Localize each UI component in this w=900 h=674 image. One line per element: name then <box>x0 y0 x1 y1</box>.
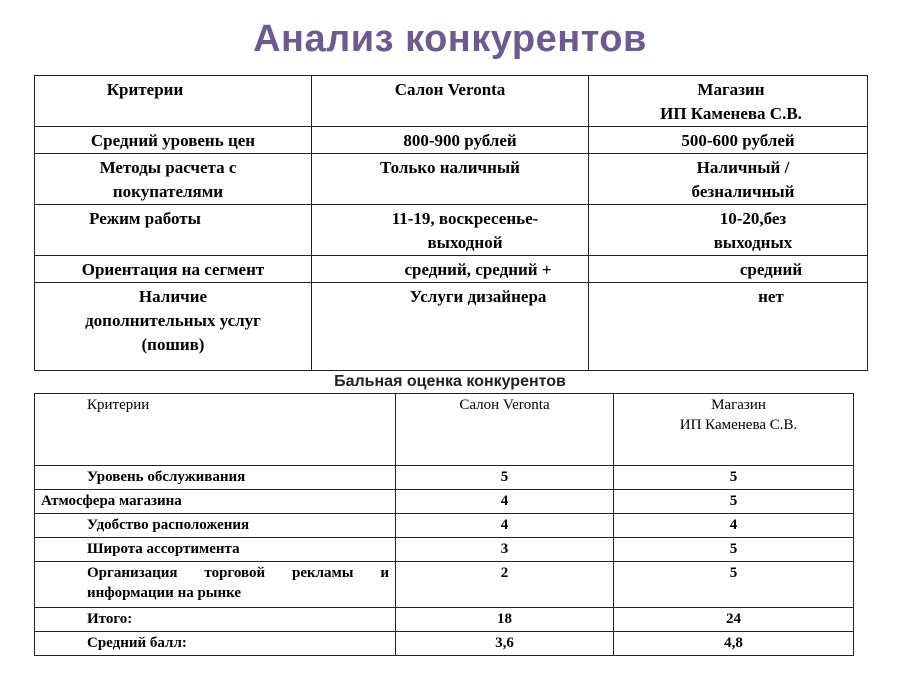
veronta-score: 4 <box>396 514 614 538</box>
veronta-score: 3,6 <box>396 632 614 656</box>
table-row-total <box>35 608 854 632</box>
header-criteria: Критерии <box>35 394 396 466</box>
criterion-cell: Удобство расположения <box>35 514 396 538</box>
kameneva-score: 5 <box>614 466 854 490</box>
header-veronta: Салон Veronta <box>396 394 614 466</box>
criterion-cell: Наличие дополнительных услуг (пошив) <box>35 283 312 371</box>
criterion-cell: Итого: <box>35 608 396 632</box>
table-header-row <box>35 76 868 127</box>
kameneva-cell: средний <box>589 256 868 283</box>
scoring-subtitle: Бальная оценка конкурентов <box>334 373 566 390</box>
criterion-cell: Средний уровень цен <box>35 127 312 154</box>
competitor-scoring-table <box>34 393 854 656</box>
criterion-cell: Режим работы <box>35 205 312 256</box>
kameneva-score: 24 <box>614 608 854 632</box>
veronta-score: 3 <box>396 538 614 562</box>
veronta-cell: Только наличный <box>312 154 589 205</box>
veronta-score: 4 <box>396 490 614 514</box>
table-row <box>35 466 854 490</box>
criterion-cell: Ориентация на сегмент <box>35 256 312 283</box>
criterion-cell: Уровень обслуживания <box>35 466 396 490</box>
criterion-cell: Средний балл: <box>35 632 396 656</box>
table-row <box>35 256 868 283</box>
table-row <box>35 154 868 205</box>
table-header-row <box>35 394 854 466</box>
table-row <box>35 538 854 562</box>
criterion-cell: Организация торговой рекламы и информации на рынке <box>35 562 396 608</box>
veronta-score: 2 <box>396 562 614 608</box>
veronta-cell: средний, средний + <box>312 256 589 283</box>
table-row <box>35 490 854 514</box>
kameneva-cell: Наличный /безналичный <box>589 154 868 205</box>
veronta-score: 5 <box>396 466 614 490</box>
table-row-average <box>35 632 854 656</box>
table-row <box>35 127 868 154</box>
kameneva-cell: 10-20,без выходных <box>589 205 868 256</box>
kameneva-cell: нет <box>589 283 868 371</box>
page-title: Анализ конкурентов <box>253 18 647 60</box>
kameneva-score: 4 <box>614 514 854 538</box>
kameneva-score: 5 <box>614 490 854 514</box>
criterion-cell: Атмосфера магазина <box>35 490 396 514</box>
table-row <box>35 514 854 538</box>
veronta-cell: Услуги дизайнера <box>312 283 589 371</box>
table-row <box>35 283 868 371</box>
header-kameneva: Магазин ИП Каменева С.В. <box>589 76 868 127</box>
veronta-cell: 800-900 рублей <box>312 127 589 154</box>
criterion-cell: Широта ассортимента <box>35 538 396 562</box>
table-row <box>35 205 868 256</box>
veronta-cell: 11-19, воскресенье- выходной <box>312 205 589 256</box>
kameneva-score: 4,8 <box>614 632 854 656</box>
competitor-analysis-table <box>34 75 868 371</box>
kameneva-score: 5 <box>614 562 854 608</box>
header-kameneva: Магазин ИП Каменева С.В. <box>614 394 854 466</box>
table-row <box>35 562 854 608</box>
header-veronta: Салон Veronta <box>312 76 589 127</box>
criterion-cell: Методы расчета с покупателями <box>35 154 312 205</box>
kameneva-score: 5 <box>614 538 854 562</box>
kameneva-cell: 500-600 рублей <box>589 127 868 154</box>
veronta-score: 18 <box>396 608 614 632</box>
header-criteria: Критерии <box>35 76 312 127</box>
